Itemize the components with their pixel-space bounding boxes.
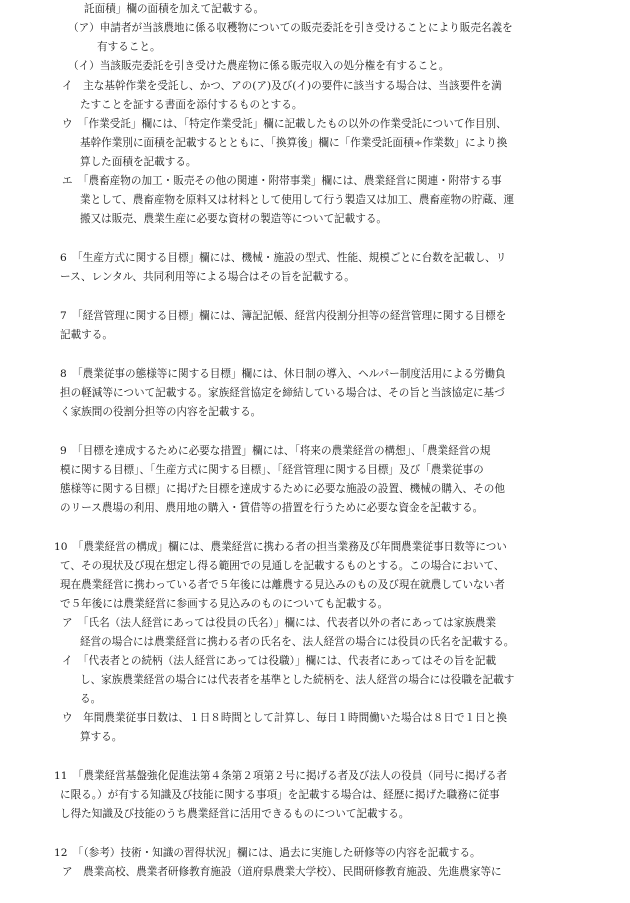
- section-11-line-3: し得た知識及び技能のうち農業経営に活用できるものについて記載する。: [60, 808, 410, 820]
- item-ii-line-2: たすことを証する書面を添付するものとする。: [80, 99, 303, 111]
- section-10-line-3: 現在農業経営に携わっている者で５年後には離農する見込みのもの及び現在就農していない者: [60, 579, 505, 591]
- section-9-line-4: のリース農場の利用、農用地の購入・賃借等の措置を行うために必要な資金を記載する。: [60, 502, 484, 514]
- section-10-item-i-line-3: る。: [80, 693, 102, 705]
- section-10-line-1: 10 「農業経営の構成」欄には、農業経営に携わる者の担当業務及び年間農業従事日数等につい: [54, 541, 507, 553]
- section-10-item-a-line-1: ア 「氏名（法人経営にあっては役員の氏名）」欄には、代表者以外の者にあっては家族農業: [62, 617, 497, 629]
- item-u-line-3: 算した面積を記載する。: [80, 156, 197, 168]
- section-9-line-1: 9 「目標を達成するために必要な措置」欄には、「将来の農業経営の構想」、「農業経営の規: [60, 445, 491, 457]
- section-10-line-2: て、その現状及び現在想定し得る範囲での見通しを記載するものとする。この場合において、: [60, 560, 505, 572]
- item-e-line-3: 搬又は販売、農業生産に必要な資材の製造等について記載する。: [80, 213, 388, 225]
- item-u-line-1: ウ 「作業受託」欄には、「特定作業受託」欄に記載したもの以外の作業受託について作目別、: [62, 118, 507, 130]
- section-12-line-1: 12 「（参考）技術・知識の習得状況」欄には、過去に実施した研修等の内容を記載する。: [54, 847, 481, 859]
- section-8-line-2: 担の軽減等について記載する。家族経営協定を締結している場合は、その旨と当該協定に基づ: [60, 387, 505, 399]
- section-12-item-a-line-1: ア 農業高校、農業者研修教育施設（道府県農業大学校）、民間研修教育施設、先進農家等に: [62, 866, 502, 878]
- item-a-line-2: 有すること。: [97, 41, 161, 53]
- section-7-line-1: 7 「経営管理に関する目標」欄には、簿記記帳、経営内役割分担等の経営管理に関する目標を: [60, 310, 507, 322]
- section-10-item-a-line-2: 経営の場合には農業経営に携わる者の氏名を、法人経営の場合には役員の氏名を記載する。: [80, 636, 515, 648]
- section-10-item-u-line-2: 算する。: [80, 731, 123, 743]
- section-11-line-1: 11 「農業経営基盤強化促進法第４条第２項第２号に掲げる者及び法人の役員（同号に掲げる者: [54, 770, 508, 782]
- section-7-line-2: 記載する。: [60, 329, 113, 341]
- section-10-item-u-line-1: ウ 年間農業従事日数は、１日８時間として計算し、毎日１時間働いた場合は８日で１日と換: [62, 712, 507, 724]
- section-9-line-3: 態様等に関する目標」に掲げた目標を達成するために必要な施設の設置、機械の購入、その他: [60, 483, 505, 495]
- section-10-line-4: で５年後には農業経営に参画する見込みのものについても記載する。: [60, 598, 389, 610]
- section-11-line-2: に限る。）が有する知識及び技能に関する事項」を記載する場合は、経歴に掲げた職務に従事: [60, 789, 500, 801]
- item-u-line-2: 基幹作業別に面積を記載するとともに、「換算後」欄に「作業受託面積÷作業数」により換: [80, 137, 508, 149]
- section-10-item-i-line-1: イ 「代表者との続柄（法人経営にあっては役職）」欄には、代表者にあってはその旨を記載: [62, 655, 497, 667]
- section-10-item-i-line-2: し、家族農業経営の場合には代表者を基準とした続柄を、法人経営の場合には役職を記載す: [80, 674, 515, 686]
- item-i-line-1: （イ）当該販売委託を引き受けた農産物に係る販売収入の処分権を有すること。: [68, 60, 450, 72]
- item-e-line-1: エ 「農畜産物の加工・販売その他の関連・附帯事業」欄には、農業経営に関連・附帯する事: [62, 175, 502, 187]
- item-a-line-1: （ア）申請者が当該農地に係る収穫物についての販売委託を引き受けることにより販売名義を: [68, 22, 513, 34]
- section-6-line-2: ース、レンタル、共同利用等による場合はその旨を記載する。: [60, 271, 355, 283]
- section-8-line-3: く家族間の役割分担等の内容を記載する。: [60, 406, 262, 418]
- section-6-line-1: 6 「生産方式に関する目標」欄には、機械・施設の型式、性能、規模ごとに台数を記載し、リ: [60, 252, 507, 264]
- item-e-line-2: 業として、農畜産物を原料又は材料として使用して行う製造又は加工、農畜産物の貯蔵、運: [80, 194, 515, 206]
- intro-continuation-line: 託面積」欄の面積を加えて記載する。: [84, 3, 265, 15]
- section-9-line-2: 模に関する目標」、「生産方式に関する目標」、「経営管理に関する目標」及び「農業従事の: [60, 464, 484, 476]
- section-8-line-1: 8 「農業従事の態様等に関する目標」欄には、休日制の導入、ヘルパー制度活用による労働負: [60, 368, 506, 380]
- item-ii-line-1: イ 主な基幹作業を受託し、かつ、アの(ア)及び(イ)の要件に該当する場合は、当該要件を満: [62, 80, 502, 92]
